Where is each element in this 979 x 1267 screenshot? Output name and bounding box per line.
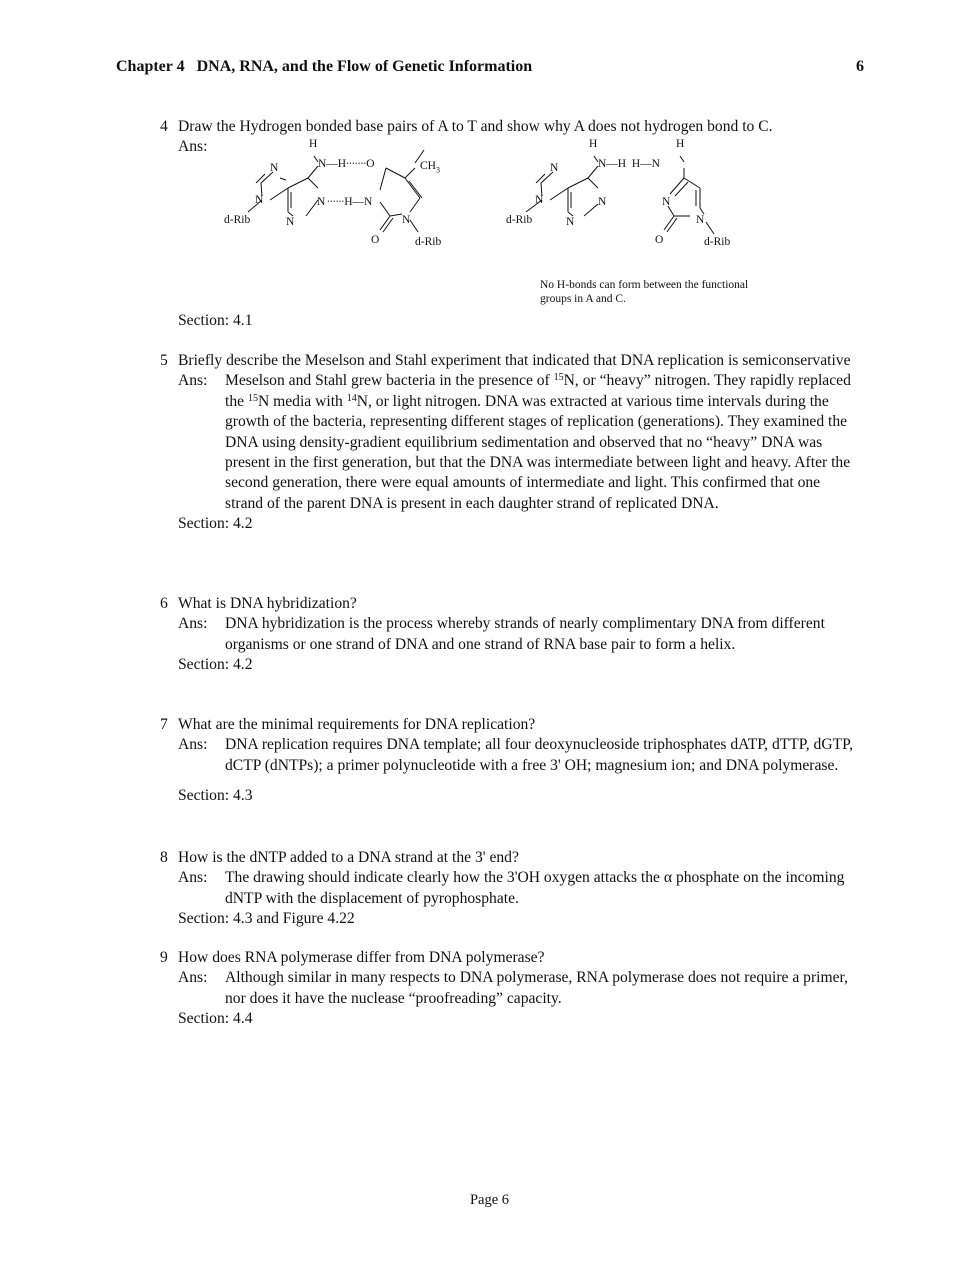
question-number: 6 bbox=[160, 595, 168, 612]
bond bbox=[410, 220, 418, 232]
bond bbox=[270, 188, 288, 200]
question-number: 8 bbox=[160, 849, 168, 866]
bond bbox=[675, 182, 688, 196]
bond bbox=[280, 178, 286, 180]
atom-label: H bbox=[589, 138, 598, 150]
atom-label: N bbox=[662, 196, 671, 208]
question-5 bbox=[160, 351, 860, 535]
h-bond-label: ∙∙∙∙∙∙H—N bbox=[327, 196, 373, 208]
diagram-note bbox=[540, 279, 772, 306]
question-number: 5 bbox=[160, 352, 168, 369]
atom-label: N bbox=[550, 162, 559, 174]
bond bbox=[380, 202, 390, 216]
answer-text: Although similar in many respects to DNA polymerase, RNA polymerase does not require a primer, nor does it have the nuclease “proofreading” capacity. bbox=[225, 969, 848, 1007]
question-text: How is the dNTP added to a DNA strand at the 3' end? bbox=[178, 849, 519, 866]
bond bbox=[667, 218, 677, 232]
base-pair-diagram bbox=[210, 138, 770, 256]
d-rib-label: d-Rib bbox=[704, 236, 731, 248]
question-text: What are the minimal requirements for DNA replication? bbox=[178, 716, 536, 733]
h-bond-label: N—H∙∙∙∙∙∙∙O bbox=[318, 158, 375, 170]
answer-text: DNA hybridization is the process whereby strands of nearly complimentary DNA from different organisms or one strand of DNA and one strand of RNA base pair to form a helix. bbox=[225, 615, 825, 653]
answer-text: The drawing should indicate clearly how the 3'OH oxygen attacks the α phosphate on the incoming dNTP with the displacement of pyrophosphate. bbox=[225, 869, 845, 907]
bond bbox=[256, 174, 265, 183]
answer-fragment: N, or light nitrogen. DNA was extracted at various time intervals during the growth of the bacteria, representing different stages of replication (generations). They examined the DNA using density-gradient equilibrium sedimentation and observed that no “heavy” DNA was present in the first generation, but that the DNA was intermediate between light and heavy. After the second generation, there were equal amounts of intermediate and light. This confirmed that one strand of the parent DNA is present in each daughter strand of replicated DNA. bbox=[225, 392, 851, 512]
answer bbox=[178, 371, 860, 514]
section-reference: Section: 4.2 bbox=[178, 656, 253, 674]
header-page-number: 6 bbox=[856, 58, 864, 75]
atom-label: N bbox=[566, 216, 575, 228]
atom-label: O bbox=[371, 234, 380, 246]
answer-label: Ans: bbox=[178, 736, 208, 754]
section-reference: Section: 4.3 bbox=[178, 787, 253, 805]
page-header bbox=[116, 58, 864, 80]
bond bbox=[288, 178, 308, 188]
answer-label: Ans: bbox=[178, 372, 208, 390]
atom-label: N bbox=[598, 196, 607, 208]
section-reference: Section: 4.1 bbox=[178, 312, 253, 329]
question-text: What is DNA hybridization? bbox=[178, 595, 357, 612]
question-text: Draw the Hydrogen bonded base pairs of A to T and show why A does not hydrogen bond to C. bbox=[178, 118, 773, 135]
bond bbox=[536, 174, 545, 183]
atom-label: N bbox=[255, 194, 264, 206]
question-6 bbox=[160, 594, 860, 676]
atom-label: O bbox=[655, 234, 664, 246]
question-7 bbox=[160, 715, 860, 807]
bond bbox=[308, 178, 318, 188]
atom-label: N bbox=[317, 196, 326, 208]
answer bbox=[178, 868, 860, 909]
isotope-superscript: 14 bbox=[346, 392, 357, 404]
atom-label: H bbox=[676, 138, 685, 150]
bond bbox=[584, 204, 598, 216]
isotope-superscript: 15 bbox=[247, 392, 258, 404]
bond bbox=[409, 181, 422, 198]
bond bbox=[380, 216, 390, 230]
section-reference: Section: 4.3 and Figure 4.22 bbox=[178, 910, 355, 928]
question-text: Briefly describe the Meselson and Stahl experiment that indicated that DNA replication is semiconservative bbox=[178, 352, 851, 369]
answer-label: Ans: bbox=[178, 869, 208, 887]
atom-label: N bbox=[270, 162, 279, 174]
ch3-label: $CH_3$ bbox=[420, 160, 440, 175]
answer-fragment: N, or “heavy” nitrogen. They rapidly replaced the bbox=[225, 372, 851, 410]
h-bond-label: N—H H—N bbox=[598, 158, 660, 170]
structure-bonds bbox=[210, 138, 770, 256]
bond bbox=[706, 222, 714, 234]
bond bbox=[390, 214, 402, 216]
bond bbox=[383, 218, 393, 232]
atom-label: N bbox=[696, 214, 705, 226]
d-rib-label: d-Rib bbox=[224, 214, 251, 226]
answer bbox=[178, 968, 860, 1009]
answer-label: Ans: bbox=[178, 615, 208, 633]
bond bbox=[386, 168, 405, 178]
chapter-title: Chapter 4 DNA, RNA, and the Flow of Genetic Information bbox=[116, 58, 533, 75]
bond bbox=[680, 156, 684, 162]
question-8 bbox=[160, 848, 860, 930]
question-number: 4 bbox=[160, 118, 168, 135]
bond bbox=[380, 168, 386, 190]
atom-label: N bbox=[535, 194, 544, 206]
bond bbox=[410, 198, 420, 212]
answer-text: DNA replication requires DNA template; all four deoxynucleoside triphosphates dATP, dTTP, dGTP, dCTP (dNTPs); a primer polynucleotide with a free 3' OH; magnesium ion; and DNA polymerase. bbox=[225, 736, 853, 774]
answer-label: Ans: bbox=[178, 138, 208, 156]
note-line: No H-bonds can form between the functional bbox=[540, 279, 749, 291]
bond bbox=[670, 178, 684, 194]
bond bbox=[550, 188, 568, 200]
section-reference: Section: 4.4 bbox=[178, 1010, 253, 1028]
bond bbox=[568, 178, 588, 188]
bond bbox=[588, 166, 598, 178]
isotope-superscript: 15 bbox=[553, 372, 564, 384]
bond bbox=[588, 178, 598, 188]
question-9 bbox=[160, 948, 860, 1030]
page-footer: Page 6 bbox=[469, 1192, 510, 1208]
answer-fragment: N media with bbox=[257, 392, 347, 410]
bond bbox=[664, 216, 674, 230]
bond bbox=[405, 178, 420, 198]
section-reference: Section: 4.2 bbox=[178, 515, 253, 533]
atom-label: N bbox=[286, 216, 295, 228]
answer bbox=[178, 735, 860, 776]
atom-label: H bbox=[309, 138, 318, 150]
answer-fragment: Meselson and Stahl grew bacteria in the presence of bbox=[225, 372, 554, 390]
question-number: 7 bbox=[160, 716, 168, 733]
d-rib-label: d-Rib bbox=[415, 236, 442, 248]
d-rib-label: d-Rib bbox=[506, 214, 533, 226]
question-text: How does RNA polymerase differ from DNA polymerase? bbox=[178, 949, 545, 966]
answer bbox=[178, 614, 860, 655]
answer-label: Ans: bbox=[178, 969, 208, 987]
answer-text bbox=[225, 371, 860, 514]
note-line: groups in A and C. bbox=[540, 292, 626, 305]
bond bbox=[405, 168, 415, 178]
question-number: 9 bbox=[160, 949, 168, 966]
bond bbox=[308, 166, 318, 178]
atom-label: N bbox=[402, 214, 411, 226]
